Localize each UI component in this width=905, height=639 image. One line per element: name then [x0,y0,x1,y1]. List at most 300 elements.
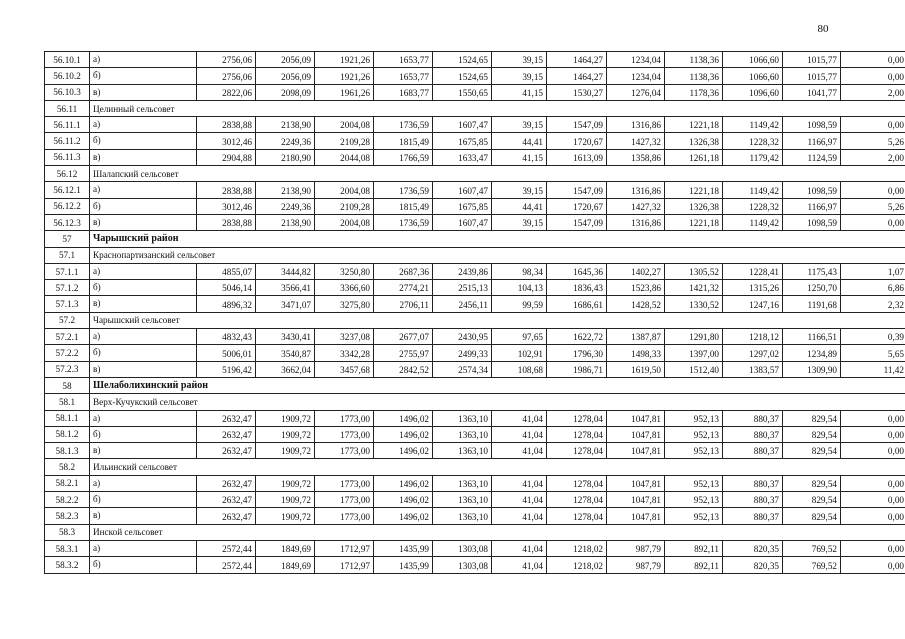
row-subitem: а) [90,540,197,556]
value-cell: 1736,59 [374,117,433,133]
row-code: 57.2.2 [45,345,90,361]
value-cell: 44,41 [492,198,547,214]
table-row [45,443,905,459]
row-subitem: б) [90,198,197,214]
council-title: Краснопартизанский сельсовет [90,247,905,263]
row-subitem: в) [90,508,197,524]
row-code: 56.12.1 [45,182,90,198]
value-cell: 2056,09 [256,68,315,84]
value-cell: 1547,09 [547,214,607,230]
value-cell: 1291,80 [665,329,723,345]
row-subitem: в) [90,443,197,459]
value-cell: 892,11 [665,540,723,556]
value-cell: 1383,57 [723,361,783,377]
district-title: Шелаболихинский район [90,377,905,393]
value-cell: 1363,10 [433,492,492,508]
value-cell: 2109,28 [315,133,374,149]
value-cell: 2004,08 [315,182,374,198]
row-subitem: б) [90,492,197,508]
value-cell: 1047,81 [607,443,665,459]
value-cell: 0,00 [841,475,905,491]
value-cell: 820,35 [723,557,783,573]
value-cell: 3471,07 [256,296,315,312]
value-cell: 98,34 [492,263,547,279]
value-cell: 1178,36 [665,84,723,100]
value-cell: 102,91 [492,345,547,361]
value-cell: 987,79 [607,540,665,556]
value-cell: 1736,59 [374,214,433,230]
value-cell: 2632,47 [197,410,256,426]
value-cell: 2138,90 [256,214,315,230]
row-code: 57.1 [45,247,90,263]
value-cell: 0,00 [841,426,905,442]
value-cell: 2632,47 [197,475,256,491]
value-cell: 5046,14 [197,280,256,296]
value-cell: 880,37 [723,410,783,426]
value-cell: 1547,09 [547,182,607,198]
district-title: Чарышский район [90,231,905,247]
value-cell: 2,00 [841,149,905,165]
value-cell: 2138,90 [256,182,315,198]
value-cell: 1496,02 [374,410,433,426]
value-cell: 1675,85 [433,133,492,149]
value-cell: 0,00 [841,182,905,198]
value-cell: 0,00 [841,557,905,573]
table-row [45,214,905,230]
value-cell: 1496,02 [374,443,433,459]
value-cell: 2,32 [841,296,905,312]
value-cell: 1278,04 [547,426,607,442]
value-cell: 1278,04 [547,475,607,491]
table-row [45,133,905,149]
value-cell: 2774,21 [374,280,433,296]
value-cell: 1428,52 [607,296,665,312]
table-row [45,557,905,573]
value-cell: 1496,02 [374,492,433,508]
value-cell: 1720,67 [547,198,607,214]
council-row [45,459,905,475]
value-cell: 1498,33 [607,345,665,361]
value-cell: 1047,81 [607,508,665,524]
value-cell: 2499,33 [433,345,492,361]
value-cell: 2756,06 [197,68,256,84]
value-cell: 3457,68 [315,361,374,377]
value-cell: 1228,32 [723,133,783,149]
council-row [45,166,905,182]
value-cell: 3662,04 [256,361,315,377]
council-row [45,394,905,410]
value-cell: 1234,04 [607,68,665,84]
value-cell: 0,00 [841,214,905,230]
value-cell: 1402,27 [607,263,665,279]
row-code: 56.12 [45,166,90,182]
value-cell: 1909,72 [256,426,315,442]
value-cell: 44,41 [492,133,547,149]
value-cell: 1316,86 [607,214,665,230]
table-row [45,508,905,524]
value-cell: 1773,00 [315,426,374,442]
tariff-table [44,51,905,574]
value-cell: 2677,07 [374,329,433,345]
value-cell: 0,00 [841,410,905,426]
value-cell: 952,13 [665,492,723,508]
value-cell: 0,00 [841,540,905,556]
value-cell: 1720,67 [547,133,607,149]
row-code: 58 [45,377,90,393]
value-cell: 1530,27 [547,84,607,100]
value-cell: 880,37 [723,475,783,491]
value-cell: 2056,09 [256,52,315,68]
value-cell: 0,00 [841,117,905,133]
value-cell: 1309,90 [783,361,841,377]
value-cell: 39,15 [492,117,547,133]
value-cell: 1330,52 [665,296,723,312]
value-cell: 1149,42 [723,214,783,230]
value-cell: 1179,42 [723,149,783,165]
value-cell: 41,04 [492,443,547,459]
value-cell: 41,15 [492,149,547,165]
row-code: 57.1.3 [45,296,90,312]
row-code: 56.11.2 [45,133,90,149]
value-cell: 1766,59 [374,149,433,165]
council-title: Верх-Кучукский сельсовет [90,394,905,410]
value-cell: 2249,36 [256,198,315,214]
value-cell: 41,04 [492,492,547,508]
table-row [45,475,905,491]
value-cell: 2822,06 [197,84,256,100]
value-cell: 1261,18 [665,149,723,165]
value-cell: 1066,60 [723,52,783,68]
value-cell: 1645,36 [547,263,607,279]
value-cell: 2572,44 [197,557,256,573]
value-cell: 11,42 [841,361,905,377]
value-cell: 1191,68 [783,296,841,312]
value-cell: 2838,88 [197,182,256,198]
value-cell: 1435,99 [374,557,433,573]
value-cell: 108,68 [492,361,547,377]
value-cell: 41,15 [492,84,547,100]
value-cell: 2249,36 [256,133,315,149]
value-cell: 2755,97 [374,345,433,361]
value-cell: 1166,51 [783,329,841,345]
value-cell: 6,86 [841,280,905,296]
row-subitem: б) [90,345,197,361]
value-cell: 5,26 [841,198,905,214]
value-cell: 39,15 [492,52,547,68]
table-row [45,182,905,198]
value-cell: 1464,27 [547,68,607,84]
value-cell: 1278,04 [547,492,607,508]
council-title: Инской сельсовет [90,524,905,540]
value-cell: 1675,85 [433,198,492,214]
value-cell: 1427,32 [607,198,665,214]
row-code: 58.3 [45,524,90,540]
value-cell: 1228,41 [723,263,783,279]
value-cell: 2098,09 [256,84,315,100]
row-subitem: а) [90,475,197,491]
value-cell: 41,04 [492,475,547,491]
value-cell: 0,00 [841,52,905,68]
value-cell: 1796,30 [547,345,607,361]
value-cell: 1633,47 [433,149,492,165]
table-row [45,426,905,442]
value-cell: 1047,81 [607,426,665,442]
value-cell: 1523,86 [607,280,665,296]
value-cell: 41,04 [492,540,547,556]
value-cell: 1138,36 [665,52,723,68]
value-cell: 1773,00 [315,508,374,524]
row-code: 56.10.2 [45,68,90,84]
row-code: 56.11 [45,100,90,116]
value-cell: 2138,90 [256,117,315,133]
value-cell: 829,54 [783,508,841,524]
value-cell: 5,65 [841,345,905,361]
row-subitem: в) [90,296,197,312]
value-cell: 952,13 [665,443,723,459]
value-cell: 4855,07 [197,263,256,279]
value-cell: 1066,60 [723,68,783,84]
row-code: 57.1.2 [45,280,90,296]
value-cell: 880,37 [723,508,783,524]
value-cell: 3275,80 [315,296,374,312]
row-subitem: б) [90,280,197,296]
value-cell: 1512,40 [665,361,723,377]
row-code: 58.1.2 [45,426,90,442]
value-cell: 4896,32 [197,296,256,312]
row-subitem: а) [90,117,197,133]
value-cell: 1607,47 [433,182,492,198]
row-subitem: б) [90,426,197,442]
value-cell: 2904,88 [197,149,256,165]
value-cell: 2572,44 [197,540,256,556]
value-cell: 1315,26 [723,280,783,296]
value-cell: 1712,97 [315,540,374,556]
value-cell: 1297,02 [723,345,783,361]
value-cell: 1234,89 [783,345,841,361]
value-cell: 1278,04 [547,443,607,459]
value-cell: 829,54 [783,443,841,459]
value-cell: 880,37 [723,443,783,459]
value-cell: 1773,00 [315,443,374,459]
value-cell: 952,13 [665,508,723,524]
value-cell: 3012,46 [197,133,256,149]
row-code: 58.1.1 [45,410,90,426]
row-code: 56.11.3 [45,149,90,165]
table-row [45,117,905,133]
council-row [45,100,905,116]
table-row [45,492,905,508]
value-cell: 1773,00 [315,410,374,426]
value-cell: 1221,18 [665,182,723,198]
value-cell: 1464,27 [547,52,607,68]
value-cell: 2842,52 [374,361,433,377]
council-title: Целинный сельсовет [90,100,905,116]
row-code: 56.12.2 [45,198,90,214]
table-row [45,296,905,312]
council-row [45,247,905,263]
value-cell: 2687,36 [374,263,433,279]
value-cell: 1218,02 [547,557,607,573]
value-cell: 2632,47 [197,426,256,442]
value-cell: 1815,49 [374,133,433,149]
value-cell: 1836,43 [547,280,607,296]
value-cell: 0,00 [841,508,905,524]
value-cell: 5006,01 [197,345,256,361]
row-code: 56.10.1 [45,52,90,68]
value-cell: 41,04 [492,410,547,426]
value-cell: 1047,81 [607,410,665,426]
value-cell: 2439,86 [433,263,492,279]
value-cell: 1427,32 [607,133,665,149]
value-cell: 2706,11 [374,296,433,312]
value-cell: 1496,02 [374,475,433,491]
row-code: 57.1.1 [45,263,90,279]
table-row [45,52,905,68]
value-cell: 1098,59 [783,214,841,230]
value-cell: 2515,13 [433,280,492,296]
row-subitem: а) [90,329,197,345]
value-cell: 2756,06 [197,52,256,68]
district-row [45,231,905,247]
value-cell: 39,15 [492,182,547,198]
value-cell: 1218,12 [723,329,783,345]
row-code: 58.2 [45,459,90,475]
value-cell: 1316,86 [607,117,665,133]
value-cell: 1047,81 [607,475,665,491]
value-cell: 1218,02 [547,540,607,556]
council-title: Шалапский сельсовет [90,166,905,182]
value-cell: 99,59 [492,296,547,312]
value-cell: 1921,26 [315,52,374,68]
value-cell: 1773,00 [315,492,374,508]
value-cell: 1276,04 [607,84,665,100]
row-subitem: в) [90,214,197,230]
value-cell: 1909,72 [256,410,315,426]
value-cell: 0,00 [841,492,905,508]
row-subitem: а) [90,52,197,68]
value-cell: 1303,08 [433,557,492,573]
row-subitem: в) [90,149,197,165]
value-cell: 1234,04 [607,52,665,68]
value-cell: 1550,65 [433,84,492,100]
value-cell: 1496,02 [374,426,433,442]
value-cell: 2180,90 [256,149,315,165]
value-cell: 1166,97 [783,198,841,214]
value-cell: 41,04 [492,426,547,442]
value-cell: 4832,43 [197,329,256,345]
value-cell: 0,39 [841,329,905,345]
table-row [45,198,905,214]
value-cell: 829,54 [783,492,841,508]
value-cell: 2632,47 [197,508,256,524]
value-cell: 1921,26 [315,68,374,84]
value-cell: 1909,72 [256,475,315,491]
value-cell: 2632,47 [197,443,256,459]
table-row [45,263,905,279]
value-cell: 41,04 [492,557,547,573]
value-cell: 1712,97 [315,557,374,573]
value-cell: 1387,87 [607,329,665,345]
value-cell: 2574,34 [433,361,492,377]
value-cell: 1138,36 [665,68,723,84]
row-subitem: б) [90,133,197,149]
value-cell: 1653,77 [374,52,433,68]
row-subitem: б) [90,68,197,84]
value-cell: 829,54 [783,475,841,491]
value-cell: 1849,69 [256,557,315,573]
value-cell: 1909,72 [256,443,315,459]
value-cell: 39,15 [492,68,547,84]
value-cell: 1047,81 [607,492,665,508]
table-row [45,410,905,426]
value-cell: 1228,32 [723,198,783,214]
row-subitem: а) [90,182,197,198]
value-cell: 39,15 [492,214,547,230]
table-row [45,149,905,165]
value-cell: 1221,18 [665,117,723,133]
value-cell: 3566,41 [256,280,315,296]
table-row [45,68,905,84]
value-cell: 1363,10 [433,443,492,459]
value-cell: 3342,28 [315,345,374,361]
value-cell: 1015,77 [783,68,841,84]
value-cell: 0,00 [841,68,905,84]
value-cell: 1607,47 [433,117,492,133]
row-subitem: в) [90,84,197,100]
value-cell: 1653,77 [374,68,433,84]
value-cell: 3250,80 [315,263,374,279]
value-cell: 1686,61 [547,296,607,312]
value-cell: 5,26 [841,133,905,149]
value-cell: 1363,10 [433,410,492,426]
value-cell: 2632,47 [197,492,256,508]
value-cell: 769,52 [783,540,841,556]
value-cell: 1363,10 [433,508,492,524]
value-cell: 1358,86 [607,149,665,165]
row-code: 58.1 [45,394,90,410]
value-cell: 1773,00 [315,475,374,491]
table-row [45,84,905,100]
value-cell: 1041,77 [783,84,841,100]
value-cell: 1221,18 [665,214,723,230]
table-row [45,540,905,556]
value-cell: 3430,41 [256,329,315,345]
value-cell: 0,00 [841,443,905,459]
value-cell: 1524,65 [433,68,492,84]
value-cell: 880,37 [723,426,783,442]
value-cell: 1496,02 [374,508,433,524]
value-cell: 1435,99 [374,540,433,556]
value-cell: 1607,47 [433,214,492,230]
value-cell: 3012,46 [197,198,256,214]
value-cell: 952,13 [665,426,723,442]
row-code: 57.2.1 [45,329,90,345]
district-row [45,377,905,393]
value-cell: 987,79 [607,557,665,573]
value-cell: 1961,26 [315,84,374,100]
table-row [45,280,905,296]
value-cell: 3366,60 [315,280,374,296]
row-code: 56.12.3 [45,214,90,230]
value-cell: 1815,49 [374,198,433,214]
row-subitem: б) [90,557,197,573]
value-cell: 1149,42 [723,182,783,198]
value-cell: 2,00 [841,84,905,100]
value-cell: 1098,59 [783,182,841,198]
council-title: Чарышский сельсовет [90,312,905,328]
row-subitem: а) [90,410,197,426]
value-cell: 1316,86 [607,182,665,198]
